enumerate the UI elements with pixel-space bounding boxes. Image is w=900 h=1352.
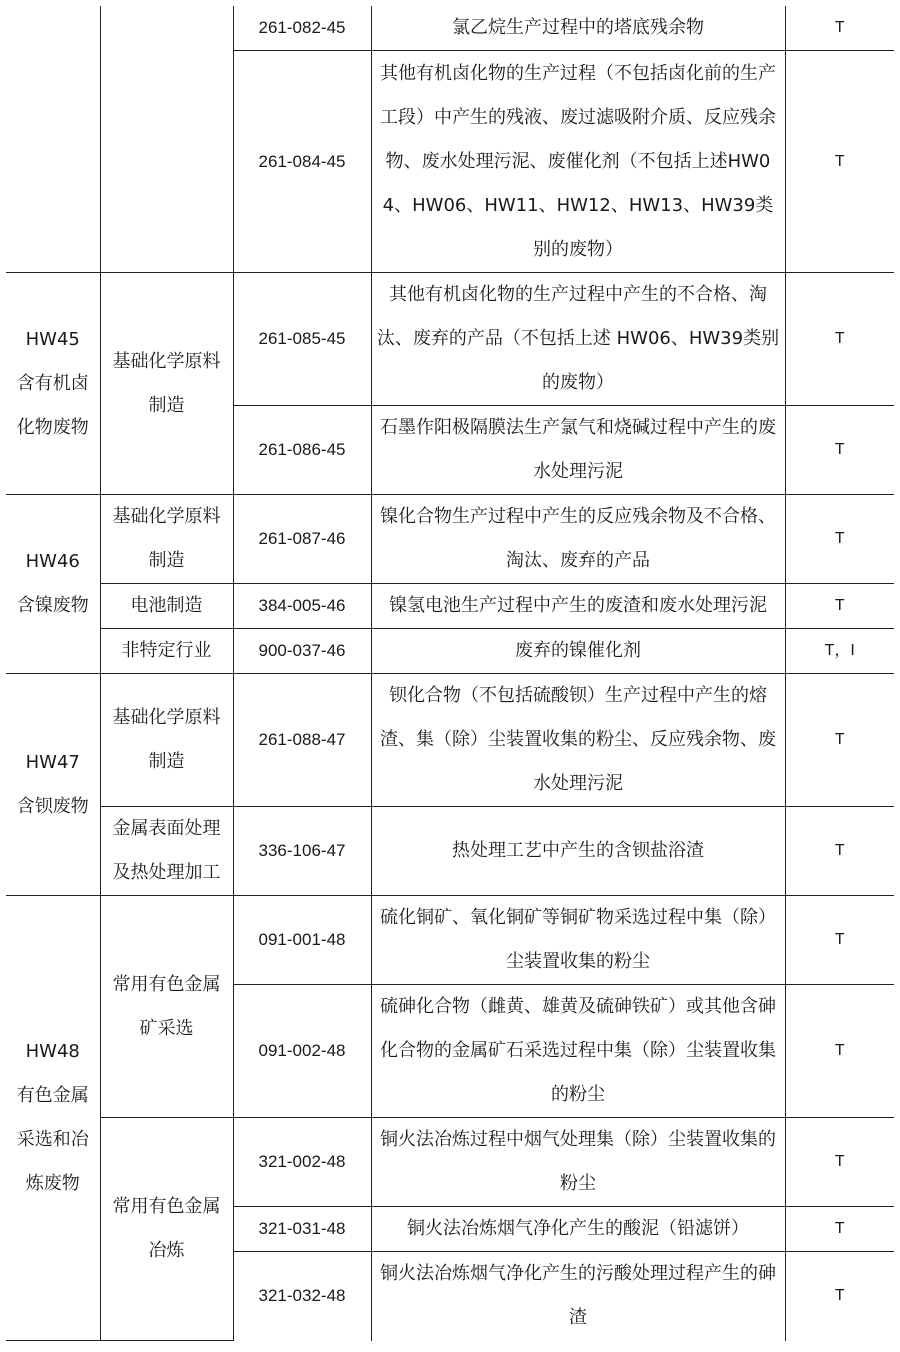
waste-description: 铜火法冶炼过程中烟气处理集（除）尘装置收集的粉尘: [371, 1118, 785, 1207]
waste-description: 石墨作阳极隔膜法生产氯气和烧碱过程中产生的废水处理污泥: [371, 406, 785, 495]
hazardous-waste-table: [6, 6, 894, 1341]
waste-description: 硫化铜矿、氧化铜矿等铜矿物采选过程中集（除）尘装置收集的粉尘: [371, 896, 785, 985]
category-cell-continued: [6, 6, 100, 273]
waste-category-hw47: HW47 含钡废物: [6, 674, 100, 896]
industry-cell: 基础化学原料制造: [100, 273, 233, 495]
hazard-property: T: [785, 896, 894, 985]
table-row: [6, 629, 894, 674]
waste-description: 硫砷化合物（雌黄、雄黄及硫砷铁矿）或其他含砷化合物的金属矿石采选过程中集（除）尘装置收集的粉尘: [371, 985, 785, 1118]
waste-code: 261-084-45: [233, 51, 371, 273]
industry-cell: 常用有色金属冶炼: [100, 1118, 233, 1341]
hazard-property: T: [785, 406, 894, 495]
waste-description: 铜火法冶炼烟气净化产生的污酸处理过程产生的砷渣: [371, 1252, 785, 1341]
waste-description: 钡化合物（不包括硫酸钡）生产过程中产生的熔渣、集（除）尘装置收集的粉尘、反应残余物、废水处理污泥: [371, 674, 785, 807]
waste-category-hw45: HW45 含有机卤化物废物: [6, 273, 100, 495]
table-row: [6, 584, 894, 629]
hazard-property: T，I: [785, 629, 894, 674]
table-row: [6, 495, 894, 584]
industry-cell: 基础化学原料制造: [100, 495, 233, 584]
table-row: [6, 896, 894, 985]
industry-cell: 常用有色金属矿采选: [100, 896, 233, 1118]
waste-code: 900-037-46: [233, 629, 371, 674]
table-row: [6, 1118, 894, 1207]
table-row: [6, 6, 894, 51]
waste-code: 261-082-45: [233, 6, 371, 51]
waste-code: 261-086-45: [233, 406, 371, 495]
waste-code: 321-031-48: [233, 1207, 371, 1252]
waste-category-hw46: HW46 含镍废物: [6, 495, 100, 674]
waste-code: 321-002-48: [233, 1118, 371, 1207]
hazard-property: T: [785, 674, 894, 807]
hazard-property: T: [785, 985, 894, 1118]
industry-cell: 电池制造: [100, 584, 233, 629]
waste-category-hw48: HW48 有色金属采选和冶炼废物: [6, 896, 100, 1341]
hazard-property: T: [785, 807, 894, 896]
waste-description: 热处理工艺中产生的含钡盐浴渣: [371, 807, 785, 896]
waste-description: 其他有机卤化物的生产过程（不包括卤化前的生产工段）中产生的残液、废过滤吸附介质、反应残余物、废水处理污泥、废催化剂（不包括上述HW04、HW06、HW11、HW12、HW13、HW39类别的废物）: [371, 51, 785, 273]
waste-description: 镍氢电池生产过程中产生的废渣和废水处理污泥: [371, 584, 785, 629]
waste-code: 336-106-47: [233, 807, 371, 896]
waste-code: 261-085-45: [233, 273, 371, 406]
hazard-property: T: [785, 1207, 894, 1252]
hazard-property: T: [785, 51, 894, 273]
waste-code: 091-001-48: [233, 896, 371, 985]
hazard-property: T: [785, 1118, 894, 1207]
industry-cell-continued: [100, 6, 233, 273]
hazard-property: T: [785, 1252, 894, 1341]
waste-description: 铜火法冶炼烟气净化产生的酸泥（铅滤饼）: [371, 1207, 785, 1252]
table-row: [6, 807, 894, 896]
hazard-property: T: [785, 584, 894, 629]
hazard-property: T: [785, 6, 894, 51]
waste-description: 氯乙烷生产过程中的塔底残余物: [371, 6, 785, 51]
table-row: [6, 273, 894, 406]
hazard-property: T: [785, 495, 894, 584]
waste-description: 镍化合物生产过程中产生的反应残余物及不合格、淘汰、废弃的产品: [371, 495, 785, 584]
waste-code: 261-088-47: [233, 674, 371, 807]
table-row: [6, 674, 894, 807]
waste-code: 384-005-46: [233, 584, 371, 629]
waste-description: 废弃的镍催化剂: [371, 629, 785, 674]
waste-code: 261-087-46: [233, 495, 371, 584]
industry-cell: 非特定行业: [100, 629, 233, 674]
waste-code: 091-002-48: [233, 985, 371, 1118]
hazard-property: T: [785, 273, 894, 406]
industry-cell: 基础化学原料制造: [100, 674, 233, 807]
waste-description: 其他有机卤化物的生产过程中产生的不合格、淘汰、废弃的产品（不包括上述 HW06、HW39类别的废物）: [371, 273, 785, 406]
waste-code: 321-032-48: [233, 1252, 371, 1341]
industry-cell: 金属表面处理及热处理加工: [100, 807, 233, 896]
